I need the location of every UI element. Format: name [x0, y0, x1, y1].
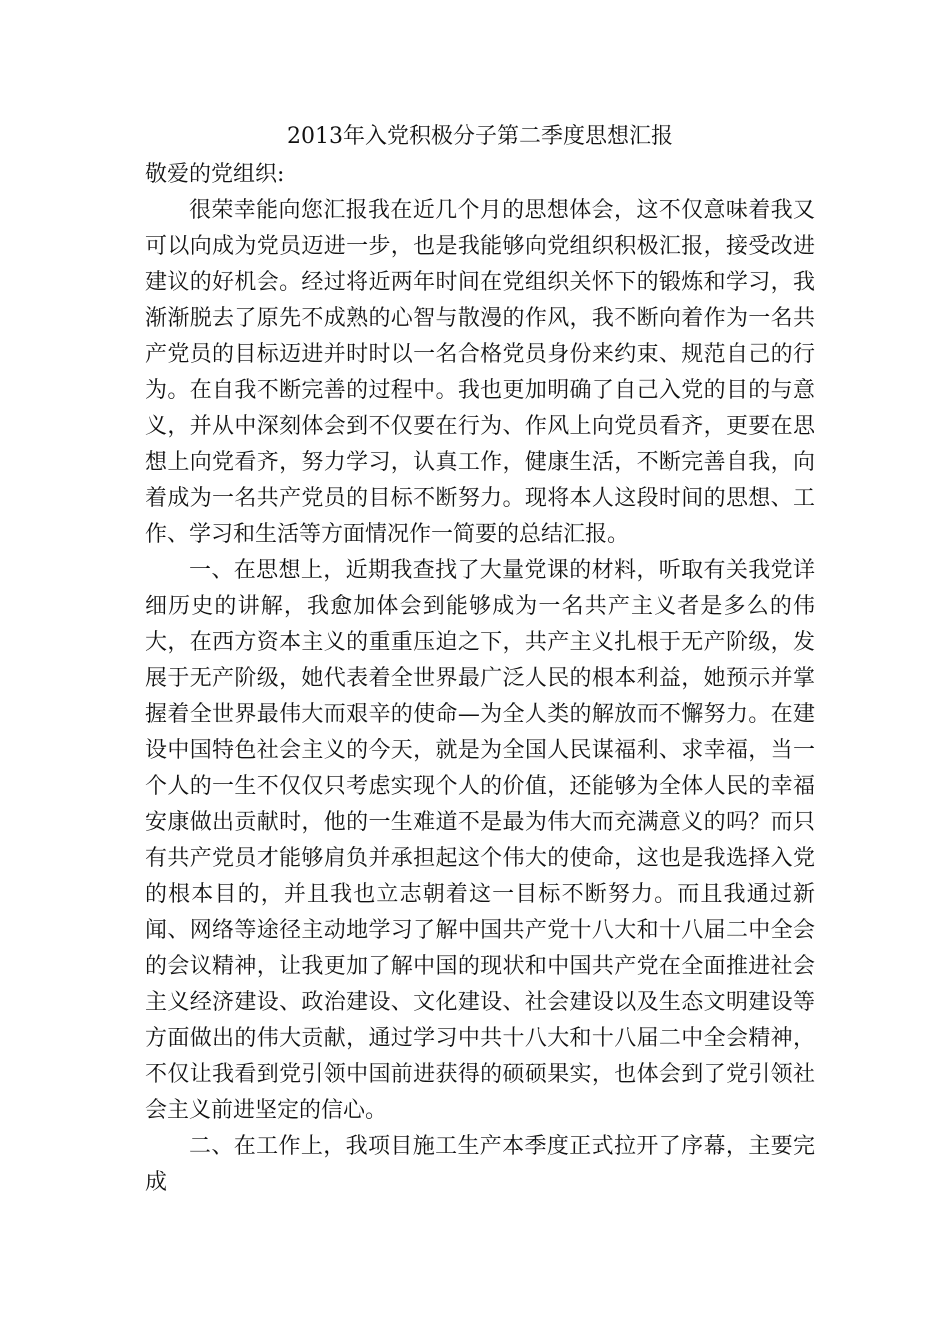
- document-title: 2013年入党积极分子第二季度思想汇报: [287, 124, 673, 149]
- salutation: 敬爱的党组织:: [145, 162, 285, 187]
- paragraph-ideology: 一、在思想上，近期我查找了大量党课的材料，听取有关我党详细历史的讲解，我愈加体会到能够成为一名共产主义者是多么的伟大，在西方资本主义的重重压迫之下，共产主义扎根于无产阶级，发展于无产阶级，她代表着全世界最广泛人民的根本利益，她预示并掌握着全世界最伟大而艰辛的使命—为全人类的解放而不懈努力。在建设中国特色社会主义的今天，就是为全国人民谋福利、求幸福，当一个人的一生不仅仅只考虑实现个人的价值，还能够为全体人民的幸福安康做出贡献时，他的一生难道不是最为伟大而充满意义的吗？而只有共产党员才能够肩负并承担起这个伟大的使命，这也是我选择入党的根本目的，并且我也立志朝着这一目标不断努力。而且我通过新闻、网络等途径主动地学习了解中国共产党十八大和十八届二中全会的会议精神，让我更加了解中国的现状和中国共产党在全面推进社会主义经济建设、政治建设、文化建设、社会建设以及生态文明建设等方面做出的伟大贡献，通过学习中共十八大和十八届二中全会精神，不仅让我看到党引领中国前进获得的硕硕果实，也体会到了党引领社会主义前进坚定的信心。: [145, 558, 815, 1123]
- paragraph-intro: 很荣幸能向您汇报我在近几个月的思想体会，这不仅意味着我又可以向成为党员迈进一步，也是我能够向党组织积极汇报，接受改进建议的好机会。经过将近两年时间在党组织关怀下的锻炼和学习，我渐渐脱去了原先不成熟的心智与散漫的作风，我不断向着作为一名共产党员的目标迈进并时时以一名合格党员身份来约束、规范自己的行为。在自我不断完善的过程中。我也更加明确了自己入党的目的与意义，并从中深刻体会到不仅要在行为、作风上向党员看齐，更要在思想上向党看齐，努力学习，认真工作，健康生活，不断完善自我，向着成为一名共产党员的目标不断努力。现将本人这段时间的思想、工作、学习和生活等方面情况作一简要的总结汇报。: [145, 198, 815, 547]
- paragraph-work: 二、在工作上，我项目施工生产本季度正式拉开了序幕，主要完成: [145, 1134, 815, 1195]
- document-body: [145, 117, 815, 1201]
